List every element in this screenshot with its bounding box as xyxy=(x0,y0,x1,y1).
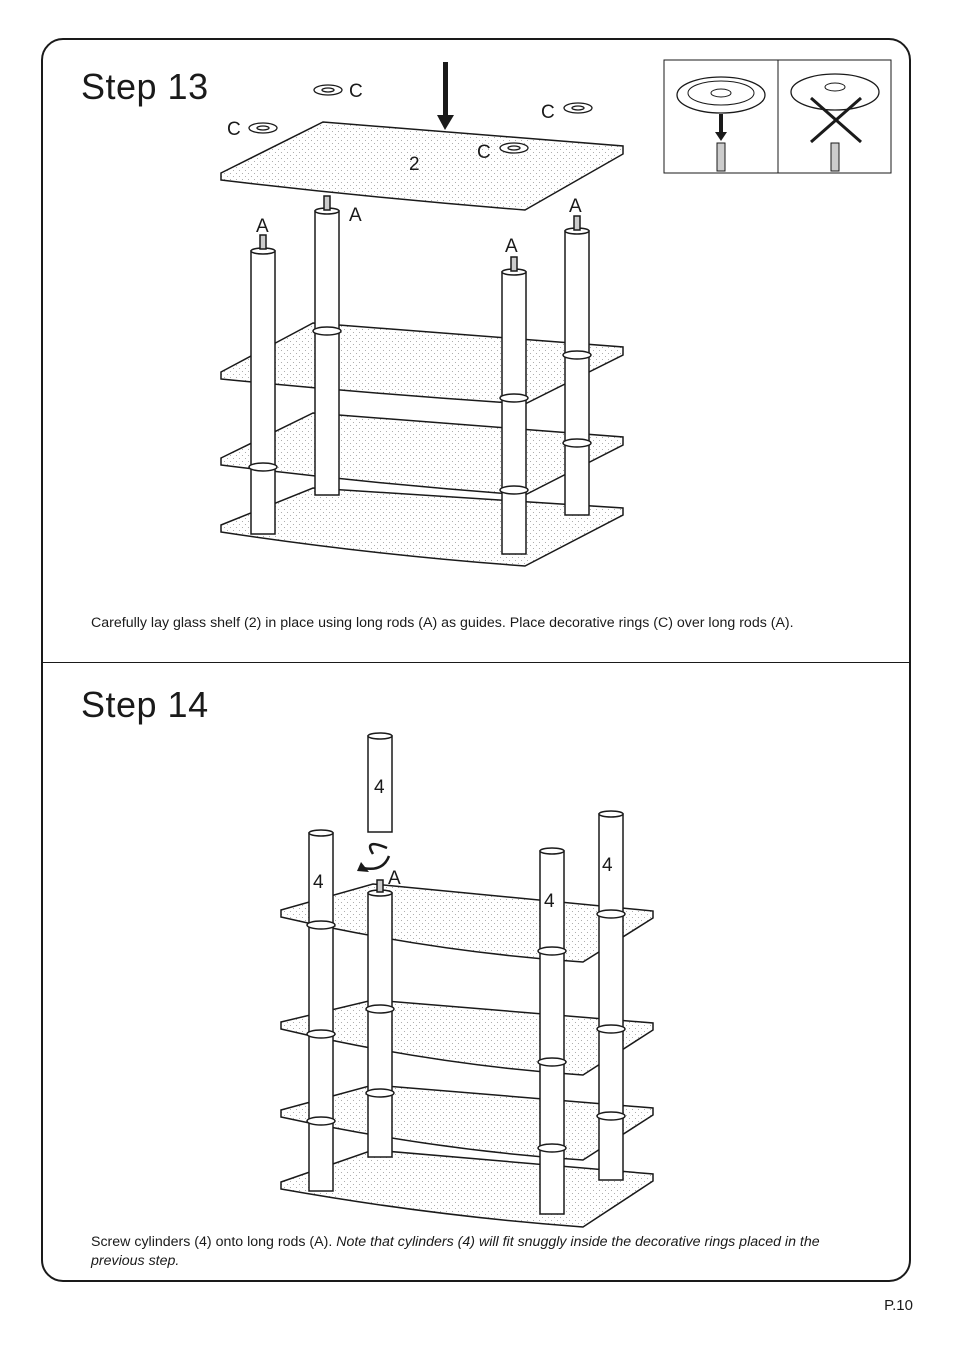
ring-orientation-inset xyxy=(664,60,891,173)
step-14-title: Step 14 xyxy=(81,684,209,725)
glass-shelf-top xyxy=(281,884,653,962)
long-rod-front-left xyxy=(249,235,277,534)
cylinder-4-label-top: 4 xyxy=(374,777,385,798)
glass-shelf-bottom xyxy=(221,488,623,566)
instruction-frame xyxy=(41,38,911,1282)
down-arrow-icon xyxy=(437,62,454,130)
ring-c-label-2: C xyxy=(349,81,363,102)
shelf-2-label: 2 xyxy=(409,154,420,175)
decorative-ring-2 xyxy=(314,85,342,95)
step-13-caption: Carefully lay glass shelf (2) in place using long rods (A) as guides. Place decorative rings (C) over long rods (A). xyxy=(91,615,794,631)
glass-shelf-upper-middle xyxy=(281,1000,653,1075)
glass-shelf-2 xyxy=(221,122,623,210)
rod-a-label-1: A xyxy=(256,216,269,237)
long-rod-front-right xyxy=(500,257,528,554)
glass-shelf-bottom xyxy=(281,1150,653,1227)
decorative-ring-1 xyxy=(249,123,277,133)
cylinder-4-label-left: 4 xyxy=(313,872,324,893)
cylinder-4-label-right: 4 xyxy=(544,891,555,912)
step-13-illustration xyxy=(43,40,911,660)
ring-c-label-4: C xyxy=(541,102,555,123)
glass-shelf-third xyxy=(221,323,623,404)
step-14-caption-plain: Screw cylinders (4) onto long rods (A). xyxy=(91,1234,337,1250)
decorative-ring-3 xyxy=(500,143,528,153)
step-14-caption xyxy=(91,1233,871,1271)
rod-a-label-3: A xyxy=(505,236,518,257)
page-number: P.10 xyxy=(884,1297,913,1314)
rod-a-label: A xyxy=(388,868,401,889)
step-13-title: Step 13 xyxy=(81,66,209,107)
ring-c-label-1: C xyxy=(227,119,241,140)
step-14-illustration xyxy=(43,664,911,1282)
long-rod-back-left xyxy=(366,880,394,1157)
cylinder-4-label-back: 4 xyxy=(602,855,613,876)
glass-shelf-lower-middle xyxy=(281,1085,653,1160)
long-rod-back-right xyxy=(563,216,591,515)
rod-a-label-2: A xyxy=(349,205,362,226)
section-divider xyxy=(43,662,909,663)
step-14-caption-italic: Note that cylinders (4) will fit snuggly inside the decorative rings placed in the previous step. xyxy=(91,1234,820,1269)
long-rod-back-left xyxy=(313,196,341,495)
screw-rotation-arrow-icon xyxy=(357,844,389,872)
glass-shelf-middle xyxy=(221,413,623,495)
ring-c-label-3: C xyxy=(477,142,491,163)
decorative-ring-4 xyxy=(564,103,592,113)
rod-a-label-4: A xyxy=(569,196,582,217)
